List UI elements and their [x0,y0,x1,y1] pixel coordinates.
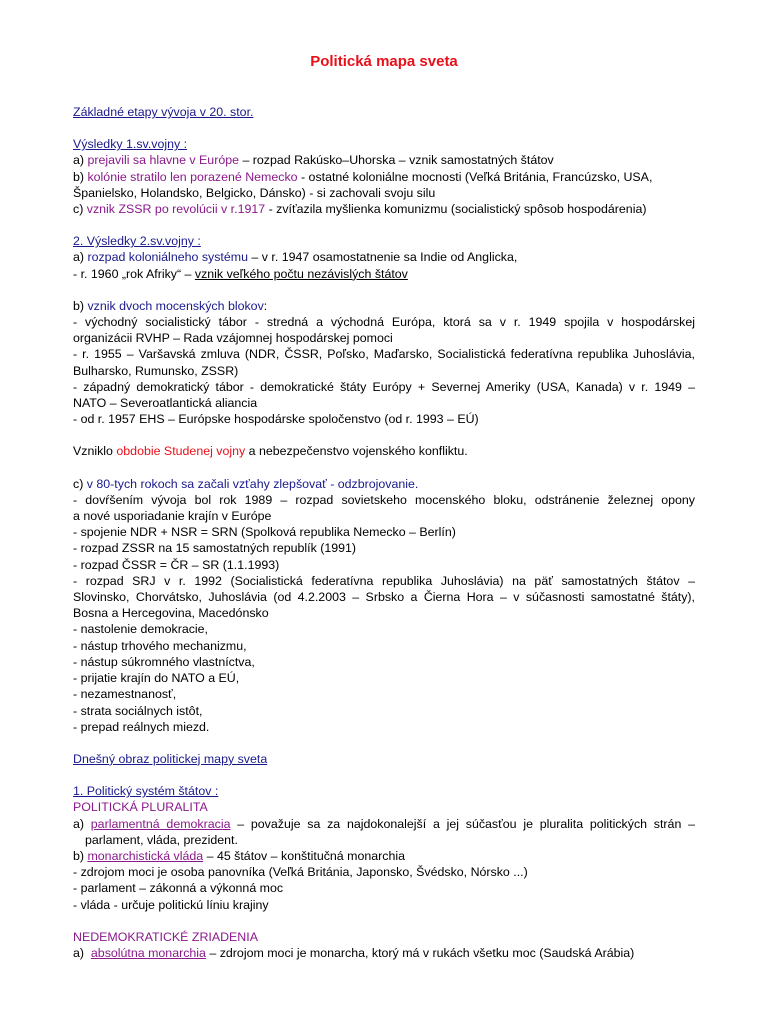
text-line: - parlament – zákonná a výkonná moc [73,881,284,896]
text-line: - vláda - určuje politickú líniu krajiny [73,897,269,912]
item-prefix: b) [73,169,88,184]
text-line: a nové usporiadanie krajín v Európe [73,509,272,524]
text-line: - východný socialistický tábor - stredná a východná Európa, ktorá sa v r. 1949 spojila v hospodárskej [73,315,695,330]
text-line: parlament, vláda, prezident. [85,832,238,847]
caps-heading-nondemocratic: NEDEMOKRATICKÉ ZRIADENIA [73,929,258,944]
item-text: Vzniklo [73,444,117,459]
item-prefix: a) [73,153,88,168]
highlight-text: rozpad koloniálneho systému [87,250,248,265]
item-prefix: c) [73,202,87,217]
text-line: - dovŕšením vývoja bol rok 1989 – rozpad sovietskeho mocenského bloku, odstránenie železnej opony [73,492,695,507]
item-text: – 45 štátov – konštitučná monarchia [203,848,405,863]
ww1-item-b [73,169,695,185]
text-line: Bulharsko, Rumunsko, ZSSR) [73,363,239,378]
highlight-text: kolónie stratilo len porazené Nemecko [87,169,298,184]
item-text: – zdrojom moci je monarcha, ktorý má v rukách všetku moc (Saudská Arábia) [205,945,635,960]
item-prefix: b) [73,298,88,313]
ww1-item-c [73,201,695,217]
ww1-item-b-cont: Španielsko, Holandsko, Belgicko, Dánsko) - si zachovali svoju silu [73,185,436,200]
ww2-item-a [73,249,695,265]
system-item-d [73,945,695,961]
caps-heading-pluralism: POLITICKÁ PLURALITA [73,800,208,815]
highlight-text: vznik dvoch mocenských blokov [87,298,264,313]
item-text: - r. 1960 „rok Afriky“ – [73,266,195,281]
spacer [73,913,695,929]
subheading-ww2-results: 2. Výsledky 2.sv.vojny : [73,234,201,249]
text-line: Bosna a Hercegovina, Macedónsko [73,606,269,621]
ww2-item-c [73,476,695,492]
highlight-text: v 80-tych rokoch sa začali vzťahy zlepšovať - odzbrojovanie. [86,476,419,491]
section-heading-stages: Základné etapy vývoja v 20. stor. [73,105,254,119]
cold-war-line [73,443,695,459]
text-line: - rozpad ZSSR na 15 samostatných republík (1991) [73,541,357,556]
system-item-a [73,816,695,832]
spacer [73,427,695,443]
ww2-item-a2 [73,266,695,282]
item-text: a nebezpečenstvo vojenského konfliktu. [245,444,468,459]
ww2-item-b [73,298,695,314]
highlight-text: monarchistická vláda [87,848,204,863]
spacer [73,735,695,751]
text-line: - od r. 1957 EHS – Európske hospodárske spoločenstvo (od r. 1993 – EÚ) [73,412,479,427]
text-line: organizácii RVHP – Rada vzájomnej hospodárskej pomoci [73,331,393,346]
text-line: - zdrojom moci je osoba panovníka (Veľká Británia, Japonsko, Švédsko, Nórsko ...) [73,865,528,880]
item-text: : [263,298,268,313]
underlined-text: vznik veľkého počtu nezávislých štátov [194,266,408,281]
text-line: - rozpad ČSSR = ČR – SR (1.1.1993) [73,557,280,572]
highlight-text: obdobie Studenej vojny [116,444,246,459]
text-line: - rozpad SRJ v r. 1992 (Socialistická federatívna republika Juhoslávia) na päť samostatných štátov – [73,573,695,588]
item-text: - zvíťazila myšlienka komunizmu (socialistický spôsob hospodárenia) [265,202,647,217]
subheading-ww1-results: Výsledky 1.sv.vojny : [73,137,188,152]
item-text: – rozpad Rakúsko–Uhorska – vznik samostatných štátov [239,153,554,168]
highlight-text: prejavili sa hlavne v Európe [87,153,239,168]
text-line: - prepad reálnych miezd. [73,719,210,734]
text-line: NATO – Severoatlantická aliancia [73,396,258,411]
highlight-text: parlamentná demokracia [90,816,231,831]
section-heading-today: Dnešný obraz politickej mapy sveta [73,751,268,766]
text-line: - spojenie NDR + NSR = SRN (Spolková republika Nemecko – Berlín) [73,525,456,540]
text-line: - prijatie krajín do NATO a EÚ, [73,671,240,686]
item-prefix: b) [73,848,88,863]
text-line: - nástup súkromného vlastníctva, [73,654,255,669]
item-prefix: a) [73,945,91,960]
text-line: - r. 1955 – Varšavská zmluva (NDR, ČSSR, Poľsko, Maďarsko, Socialistická federatívna republika Juhoslávia, [73,347,695,362]
text-line: - nástup trhového mechanizmu, [73,638,247,653]
text-line: Slovinsko, Chorvátsko, Juhoslávia (od 4.2.2003 – Srbsko a Čierna Hora – v súčasnosti samostatné štáty), [73,590,695,605]
highlight-text: absolútna monarchia [90,945,206,960]
spacer [73,282,695,298]
item-text: – v r. 1947 osamostatnenie sa Indie od Anglicka, [247,250,518,265]
document-body [73,104,695,961]
spacer [73,460,695,476]
highlight-text: vznik ZSSR po revolúcii v r.1917 [86,202,266,217]
text-line: - nastolenie demokracie, [73,622,208,637]
item-prefix: a) [73,250,88,265]
text-line: - nezamestnanosť, [73,687,177,702]
spacer [73,217,695,233]
page-title: Politická mapa sveta [310,53,458,70]
item-text: - ostatné koloniálne mocnosti (Veľká Británia, Francúzsko, USA, [297,169,653,184]
system-item-b [73,848,695,864]
text-line: - strata sociálnych istôt, [73,703,203,718]
spacer [73,767,695,783]
text-line: - západný demokratický tábor - demokratické štáty Európy + Severnej Ameriky (USA, Kanada) v r. 1949 – [73,379,695,394]
spacer [73,120,695,136]
item-prefix: a) [73,816,91,831]
subheading-political-system: 1. Politický systém štátov : [73,784,219,799]
item-prefix: c) [73,476,87,491]
ww1-item-a [73,152,695,168]
item-text: – považuje sa za najdokonalejší a jej súčasťou je pluralita politických strán – [230,816,695,831]
